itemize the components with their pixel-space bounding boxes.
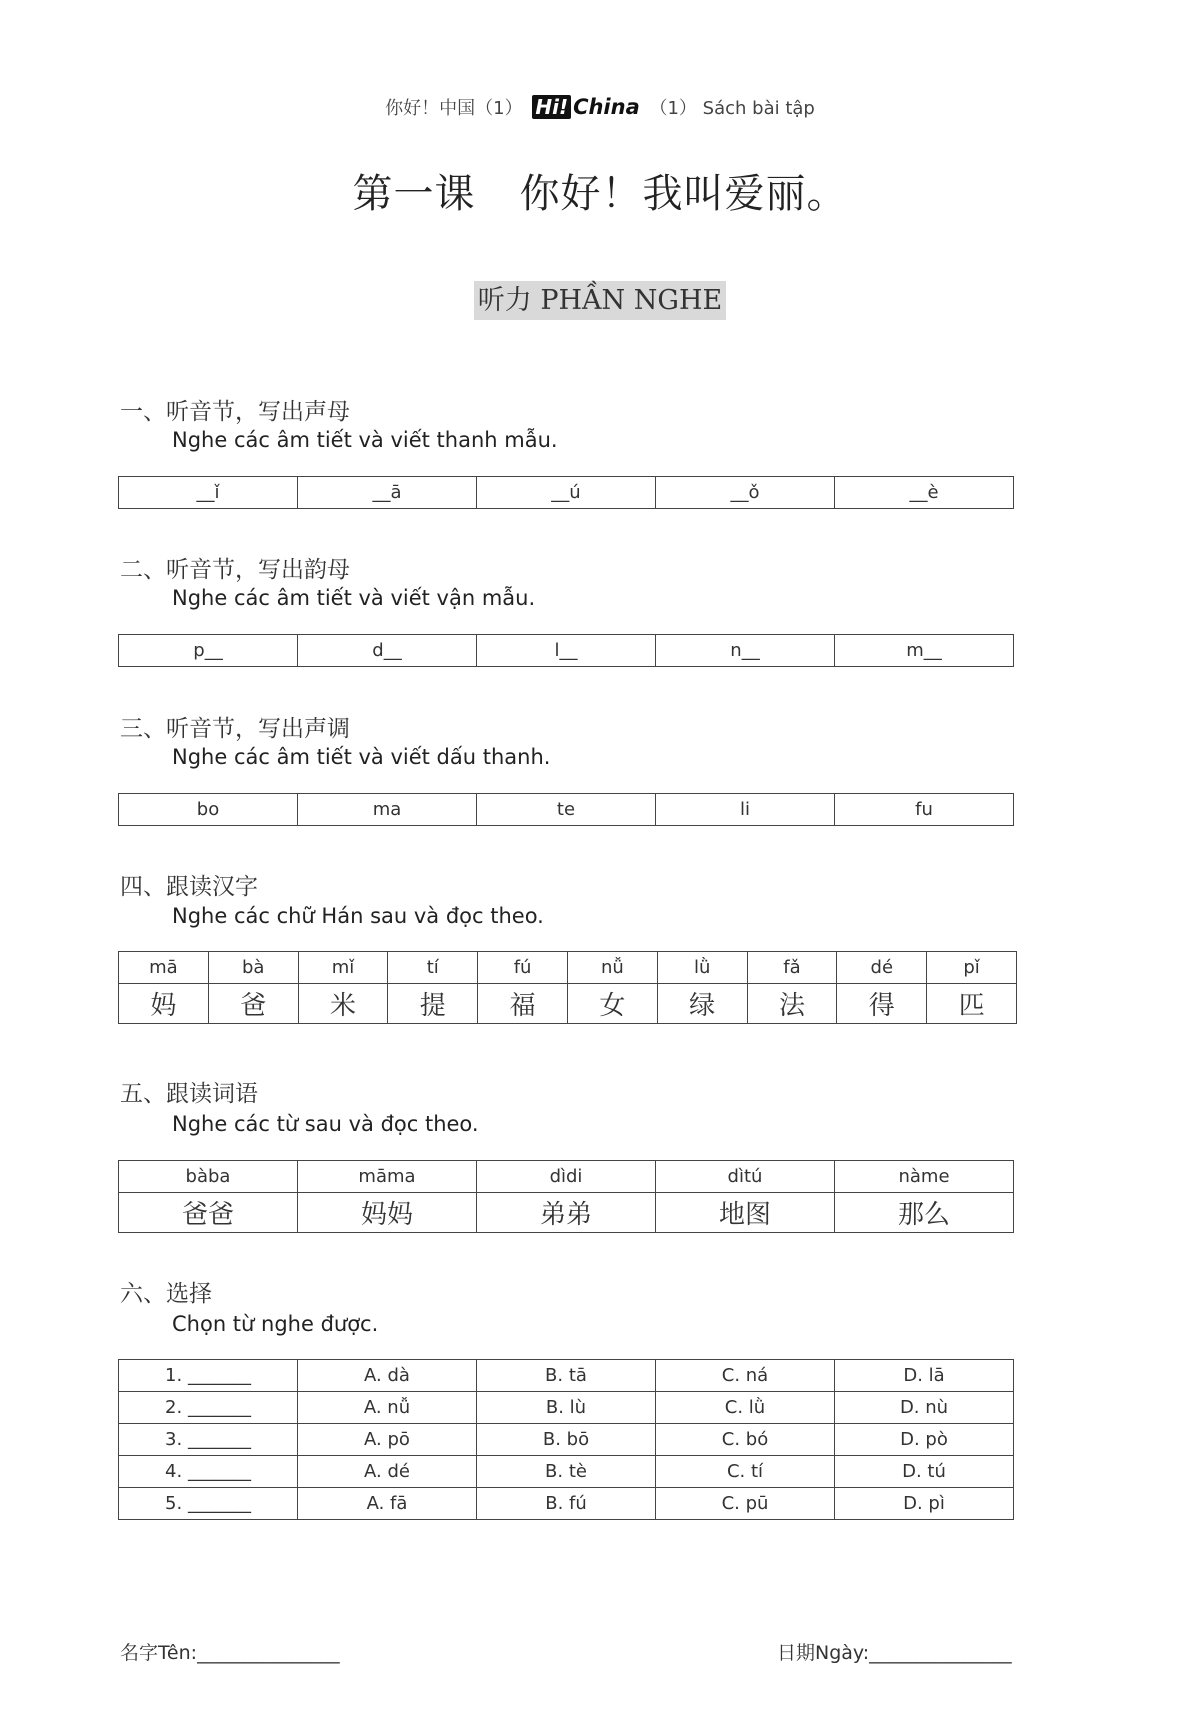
- book-title-chinese: 你好！中国（1）: [385, 98, 523, 119]
- hanzi-cell: 米: [298, 984, 388, 1024]
- lesson-title: [0, 162, 1200, 219]
- pinyin-cell: dìdi: [477, 1161, 656, 1193]
- word-cell: 爸爸: [119, 1193, 298, 1233]
- hanzi-cell: 匹: [927, 984, 1017, 1024]
- answer-cell[interactable]: te: [477, 794, 656, 826]
- date-field[interactable]: 日期Ngày:_______________: [777, 1642, 1012, 1664]
- logo-china: China: [573, 95, 640, 119]
- name-field[interactable]: 名字Tên:_______________: [120, 1642, 340, 1664]
- exercise-1-title: 一、听音节，写出声母: [120, 399, 350, 425]
- choice-option[interactable]: D. nù: [835, 1392, 1014, 1424]
- choice-option[interactable]: C. ná: [656, 1360, 835, 1392]
- exercise-2-table: [118, 634, 1014, 667]
- choice-option[interactable]: A. dà: [298, 1360, 477, 1392]
- hanzi-cell: 得: [837, 984, 927, 1024]
- choice-option[interactable]: A. pō: [298, 1424, 477, 1456]
- choice-row: [119, 1456, 1014, 1488]
- choice-option[interactable]: D. pì: [835, 1488, 1014, 1520]
- choice-option[interactable]: B. tā: [477, 1360, 656, 1392]
- answer-cell[interactable]: n__: [656, 635, 835, 667]
- exercise-6-title: 六、选择: [120, 1281, 212, 1307]
- exercise-6-subtitle: Chọn từ nghe được.: [172, 1312, 379, 1336]
- exercise-1-subtitle: Nghe các âm tiết và viết thanh mẫu.: [172, 428, 558, 452]
- lesson-number: 第一课: [352, 171, 476, 217]
- choice-option[interactable]: C. tí: [656, 1456, 835, 1488]
- book-subtitle: （1） Sách bài tập: [649, 98, 815, 119]
- pinyin-cell: mǐ: [298, 952, 388, 984]
- choice-row: [119, 1392, 1014, 1424]
- choice-option[interactable]: A. dé: [298, 1456, 477, 1488]
- choice-option[interactable]: A. fā: [298, 1488, 477, 1520]
- pinyin-cell: mā: [119, 952, 209, 984]
- answer-blank[interactable]: 4. _______: [119, 1456, 298, 1488]
- book-header: [0, 94, 1200, 120]
- answer-cell[interactable]: ma: [298, 794, 477, 826]
- word-cell: 妈妈: [298, 1193, 477, 1233]
- hanzi-cell: 女: [567, 984, 657, 1024]
- pinyin-cell: māma: [298, 1161, 477, 1193]
- choice-option[interactable]: B. tè: [477, 1456, 656, 1488]
- exercise-6-table: [118, 1359, 1014, 1520]
- pinyin-cell: fú: [478, 952, 568, 984]
- choice-option[interactable]: C. bó: [656, 1424, 835, 1456]
- choice-option[interactable]: D. tú: [835, 1456, 1014, 1488]
- pinyin-cell: dìtú: [656, 1161, 835, 1193]
- exercise-2-title: 二、听音节，写出韵母: [120, 557, 350, 583]
- hanzi-cell: 福: [478, 984, 568, 1024]
- pinyin-cell: lǜ: [657, 952, 747, 984]
- choice-option[interactable]: B. fú: [477, 1488, 656, 1520]
- answer-cell[interactable]: bo: [119, 794, 298, 826]
- pinyin-cell: tí: [388, 952, 478, 984]
- choice-row: [119, 1488, 1014, 1520]
- pinyin-cell: nàme: [835, 1161, 1014, 1193]
- answer-cell[interactable]: __ā: [298, 477, 477, 509]
- choice-option[interactable]: D. lā: [835, 1360, 1014, 1392]
- pinyin-cell: nǚ: [567, 952, 657, 984]
- answer-cell[interactable]: m__: [835, 635, 1014, 667]
- pinyin-cell: bà: [208, 952, 298, 984]
- hi-china-logo: [532, 95, 639, 119]
- answer-cell[interactable]: p__: [119, 635, 298, 667]
- answer-cell[interactable]: __è: [835, 477, 1014, 509]
- answer-blank[interactable]: 5. _______: [119, 1488, 298, 1520]
- answer-blank[interactable]: 2. _______: [119, 1392, 298, 1424]
- exercise-5-table: [118, 1160, 1014, 1233]
- answer-blank[interactable]: 1. _______: [119, 1360, 298, 1392]
- lesson-name: 你好！我叫爱丽。: [519, 171, 848, 217]
- exercise-3-subtitle: Nghe các âm tiết và viết dấu thanh.: [172, 745, 551, 769]
- choice-option[interactable]: C. pū: [656, 1488, 835, 1520]
- exercise-3-title: 三、听音节，写出声调: [120, 716, 350, 742]
- choice-option[interactable]: A. nǚ: [298, 1392, 477, 1424]
- hanzi-cell: 绿: [657, 984, 747, 1024]
- section-label: [0, 278, 1200, 317]
- answer-cell[interactable]: l__: [477, 635, 656, 667]
- answer-cell[interactable]: fu: [835, 794, 1014, 826]
- exercise-1-table: [118, 476, 1014, 509]
- pinyin-cell: dé: [837, 952, 927, 984]
- pinyin-cell: bàba: [119, 1161, 298, 1193]
- exercise-4-subtitle: Nghe các chữ Hán sau và đọc theo.: [172, 904, 544, 928]
- logo-hi: Hi!: [532, 95, 571, 119]
- exercise-5-title: 五、跟读词语: [120, 1081, 258, 1107]
- exercise-4-title: 四、跟读汉字: [120, 874, 258, 900]
- exercise-5-subtitle: Nghe các từ sau và đọc theo.: [172, 1112, 479, 1136]
- choice-option[interactable]: B. bō: [477, 1424, 656, 1456]
- hanzi-cell: 提: [388, 984, 478, 1024]
- answer-cell[interactable]: __ú: [477, 477, 656, 509]
- choice-row: [119, 1360, 1014, 1392]
- answer-cell[interactable]: __ǐ: [119, 477, 298, 509]
- answer-cell[interactable]: __ǒ: [656, 477, 835, 509]
- answer-cell[interactable]: li: [656, 794, 835, 826]
- pinyin-cell: fǎ: [747, 952, 837, 984]
- exercise-2-subtitle: Nghe các âm tiết và viết vận mẫu.: [172, 586, 536, 610]
- section-label-text: 听力 PHẦN NGHE: [474, 281, 726, 320]
- choice-row: [119, 1424, 1014, 1456]
- hanzi-cell: 爸: [208, 984, 298, 1024]
- word-cell: 地图: [656, 1193, 835, 1233]
- answer-blank[interactable]: 3. _______: [119, 1424, 298, 1456]
- hanzi-cell: 妈: [119, 984, 209, 1024]
- choice-option[interactable]: D. pò: [835, 1424, 1014, 1456]
- exercise-3-table: [118, 793, 1014, 826]
- pinyin-cell: pǐ: [927, 952, 1017, 984]
- choice-option[interactable]: C. lǜ: [656, 1392, 835, 1424]
- word-cell: 那么: [835, 1193, 1014, 1233]
- answer-cell[interactable]: d__: [298, 635, 477, 667]
- word-cell: 弟弟: [477, 1193, 656, 1233]
- exercise-4-table: [118, 951, 1017, 1024]
- choice-option[interactable]: B. lù: [477, 1392, 656, 1424]
- hanzi-cell: 法: [747, 984, 837, 1024]
